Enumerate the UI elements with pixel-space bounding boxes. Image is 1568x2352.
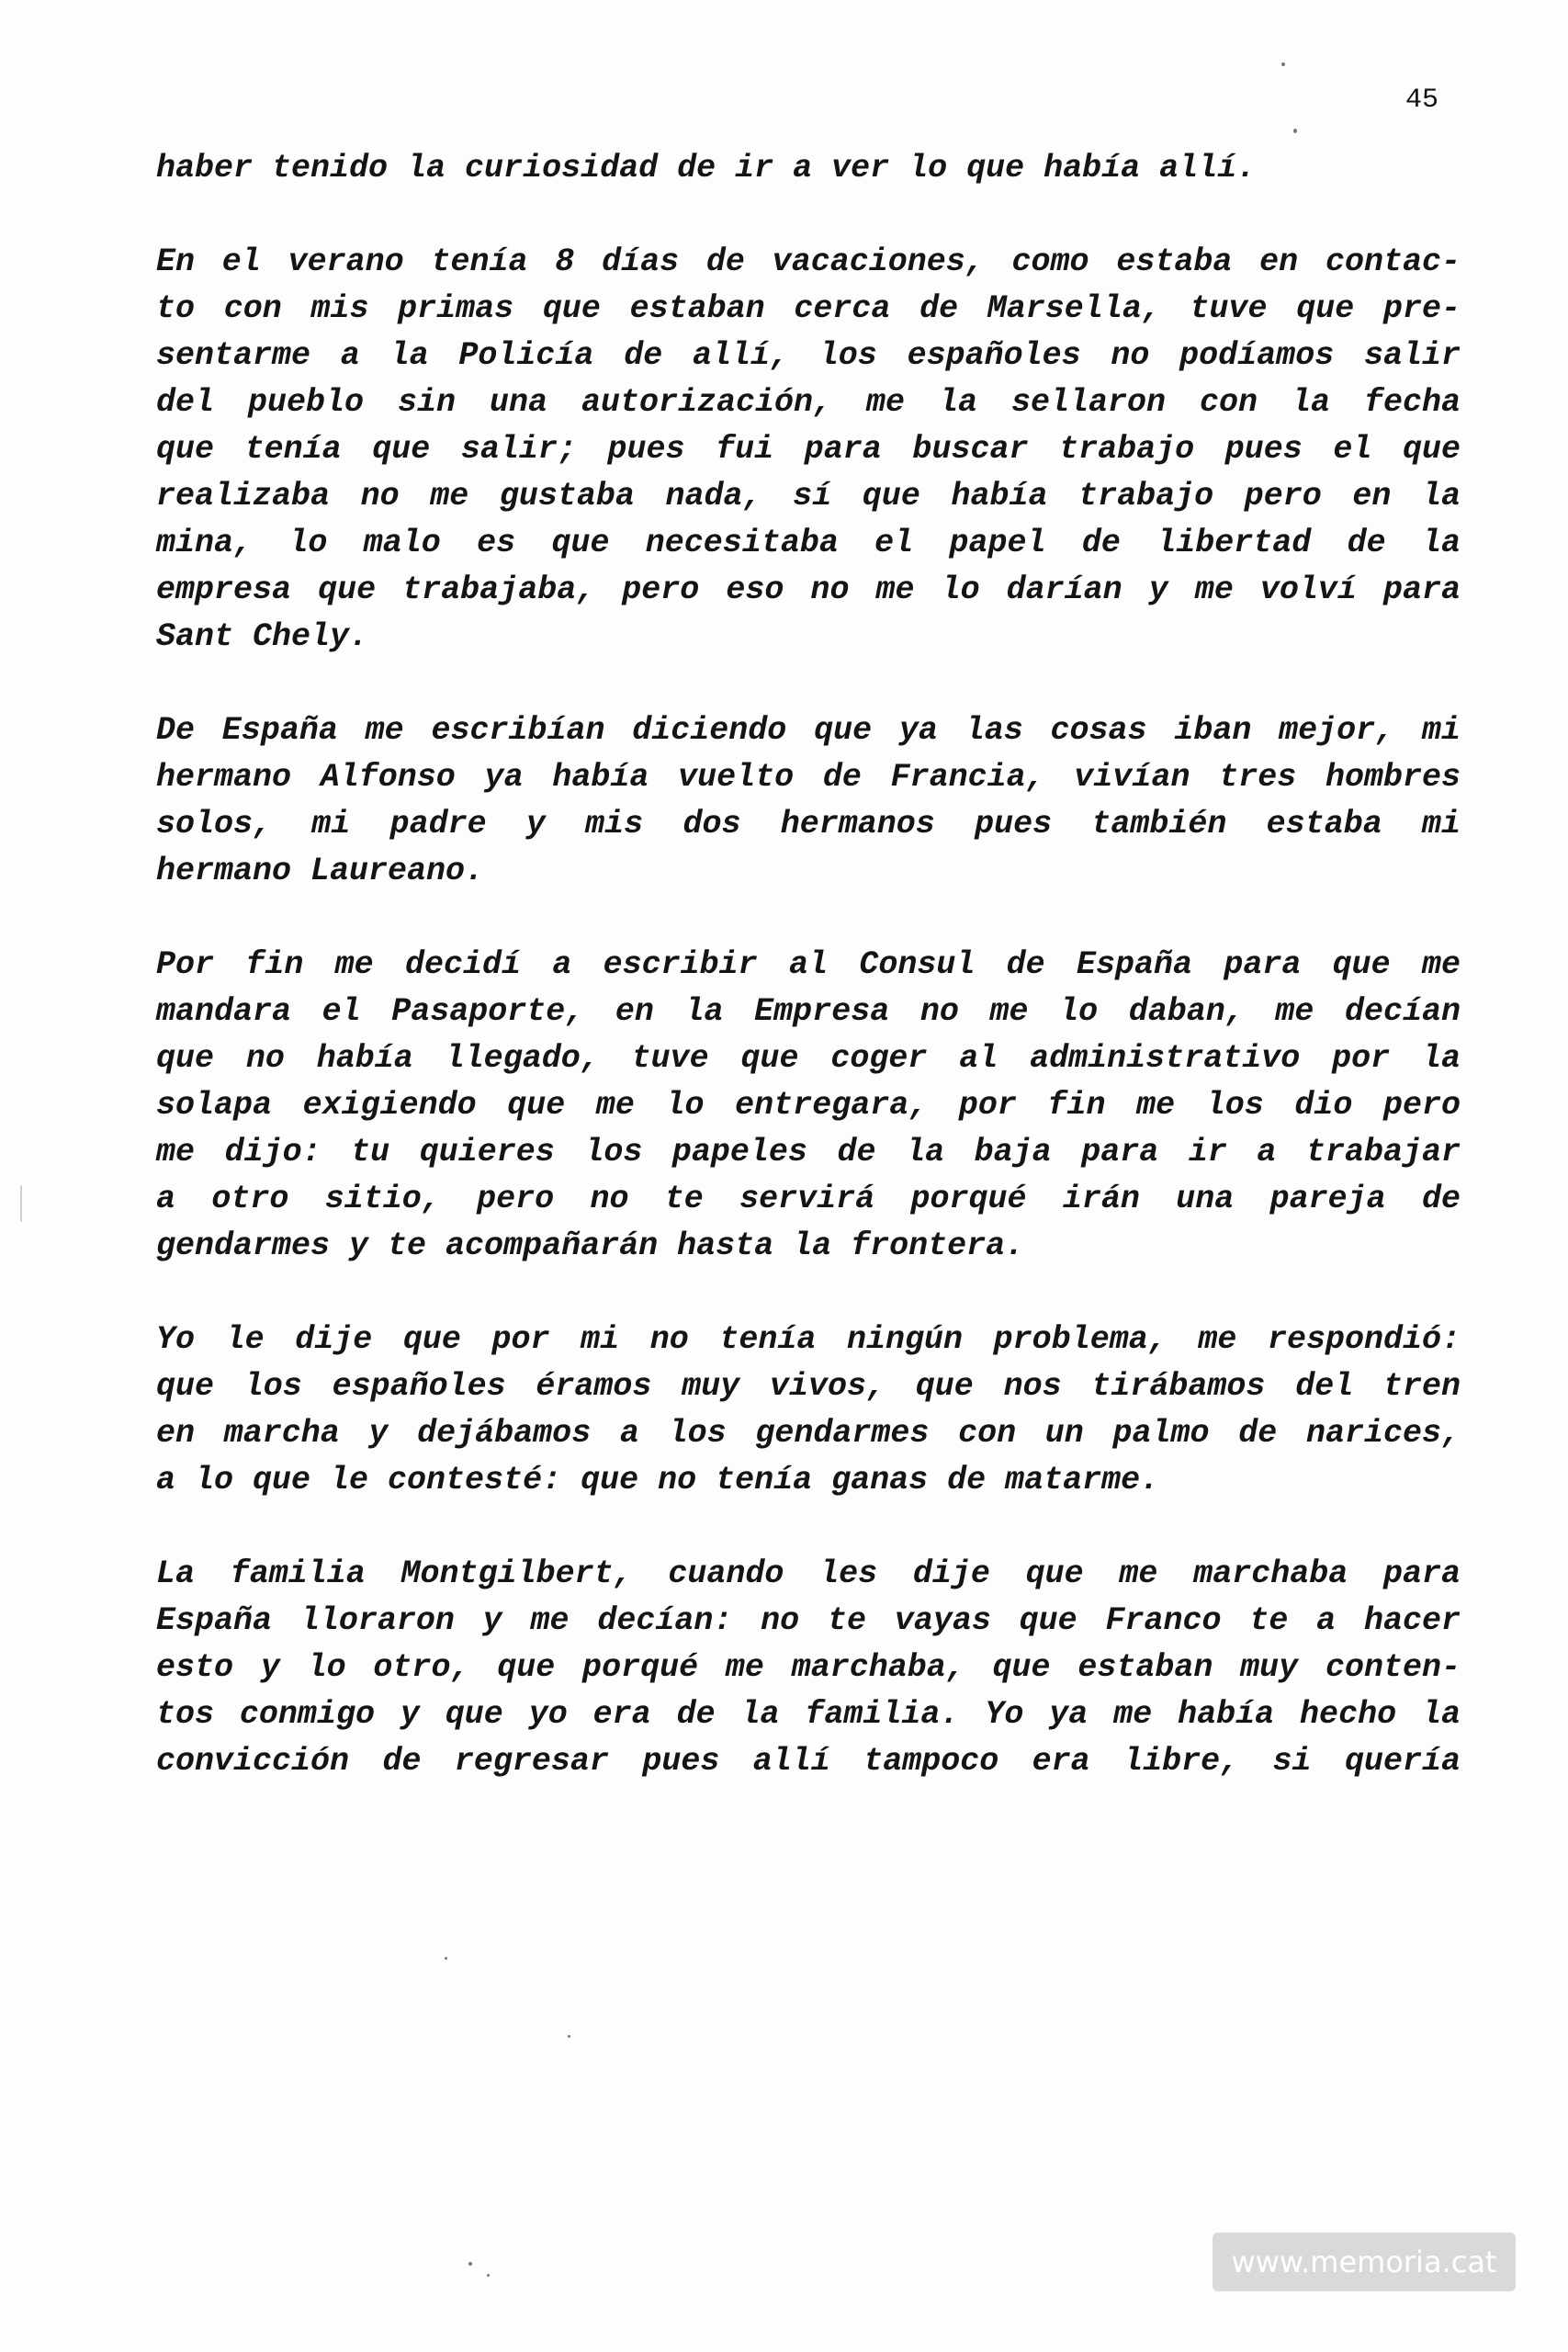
paragraph xyxy=(156,942,1461,1270)
text-line: De España me escribían diciendo que ya las cosas iban mejor, mi xyxy=(156,712,1461,749)
scan-speck xyxy=(445,1957,447,1960)
scan-speck xyxy=(468,2262,472,2266)
scan-speck xyxy=(1281,62,1285,66)
text-line: que los españoles éramos muy vivos, que nos tirábamos del tren xyxy=(156,1368,1461,1405)
text-line: Sant Chely. xyxy=(156,618,369,655)
document-body xyxy=(156,145,1461,1832)
text-line: La familia Montgilbert, cuando les dije que me marchaba para xyxy=(156,1555,1461,1592)
text-line: hermano Laureano. xyxy=(156,853,485,889)
text-line: haber tenido la curiosidad de ir a ver lo que había allí. xyxy=(156,150,1257,187)
paragraph xyxy=(156,145,1461,192)
paragraph xyxy=(156,1317,1461,1504)
text-line: tos conmigo y que yo era de la familia. Yo ya me había hecho la xyxy=(156,1696,1461,1733)
text-line: a otro sitio, pero no te servirá porqué irán una pareja de xyxy=(156,1181,1461,1217)
text-line: to con mis primas que estaban cerca de Marsella, tuve que pre- xyxy=(156,290,1461,327)
scan-speck xyxy=(1293,129,1297,133)
paragraph xyxy=(156,1551,1461,1785)
text-line: realizaba no me gustaba nada, sí que había trabajo pero en la xyxy=(156,478,1461,514)
text-line: a lo que le contesté: que no tenía ganas de matarme. xyxy=(156,1462,1160,1498)
text-line: solos, mi padre y mis dos hermanos pues también estaba mi xyxy=(156,806,1461,842)
watermark: www.memoria.cat xyxy=(1213,2233,1516,2291)
text-line: convicción de regresar pues allí tampoco era libre, si quería xyxy=(156,1743,1461,1780)
text-line: mina, lo malo es que necesitaba el papel de libertad de la xyxy=(156,525,1461,561)
scan-speck xyxy=(20,1185,22,1222)
scan-speck xyxy=(568,2035,570,2038)
text-line: En el verano tenía 8 días de vacaciones, como estaba en contac- xyxy=(156,243,1461,280)
text-line: esto y lo otro, que porqué me marchaba, que estaban muy conten- xyxy=(156,1649,1461,1686)
page-number: 45 xyxy=(1405,85,1439,116)
text-line: solapa exigiendo que me lo entregara, por fin me los dio pero xyxy=(156,1087,1461,1124)
paragraph xyxy=(156,239,1461,661)
scan-speck xyxy=(487,2274,490,2277)
text-line: que no había llegado, tuve que coger al administrativo por la xyxy=(156,1040,1461,1077)
text-line: en marcha y dejábamos a los gendarmes con un palmo de narices, xyxy=(156,1415,1461,1452)
text-line: hermano Alfonso ya había vuelto de Francia, vivían tres hombres xyxy=(156,759,1461,796)
text-line: mandara el Pasaporte, en la Empresa no me lo daban, me decían xyxy=(156,993,1461,1030)
text-line: empresa que trabajaba, pero eso no me lo darían y me volví para xyxy=(156,571,1461,608)
text-line: gendarmes y te acompañarán hasta la frontera. xyxy=(156,1227,1025,1264)
text-line: me dijo: tu quieres los papeles de la baja para ir a trabajar xyxy=(156,1134,1461,1170)
text-line: del pueblo sin una autorización, me la sellaron con la fecha xyxy=(156,384,1461,421)
text-line: sentarme a la Policía de allí, los españoles no podíamos salir xyxy=(156,337,1461,374)
text-line: Por fin me decidí a escribir al Consul de España para que me xyxy=(156,946,1461,983)
text-line: que tenía que salir; pues fui para buscar trabajo pues el que xyxy=(156,431,1461,468)
text-line: España lloraron y me decían: no te vayas que Franco te a hacer xyxy=(156,1602,1461,1639)
paragraph xyxy=(156,707,1461,895)
text-line: Yo le dije que por mi no tenía ningún problema, me respondió: xyxy=(156,1321,1461,1358)
